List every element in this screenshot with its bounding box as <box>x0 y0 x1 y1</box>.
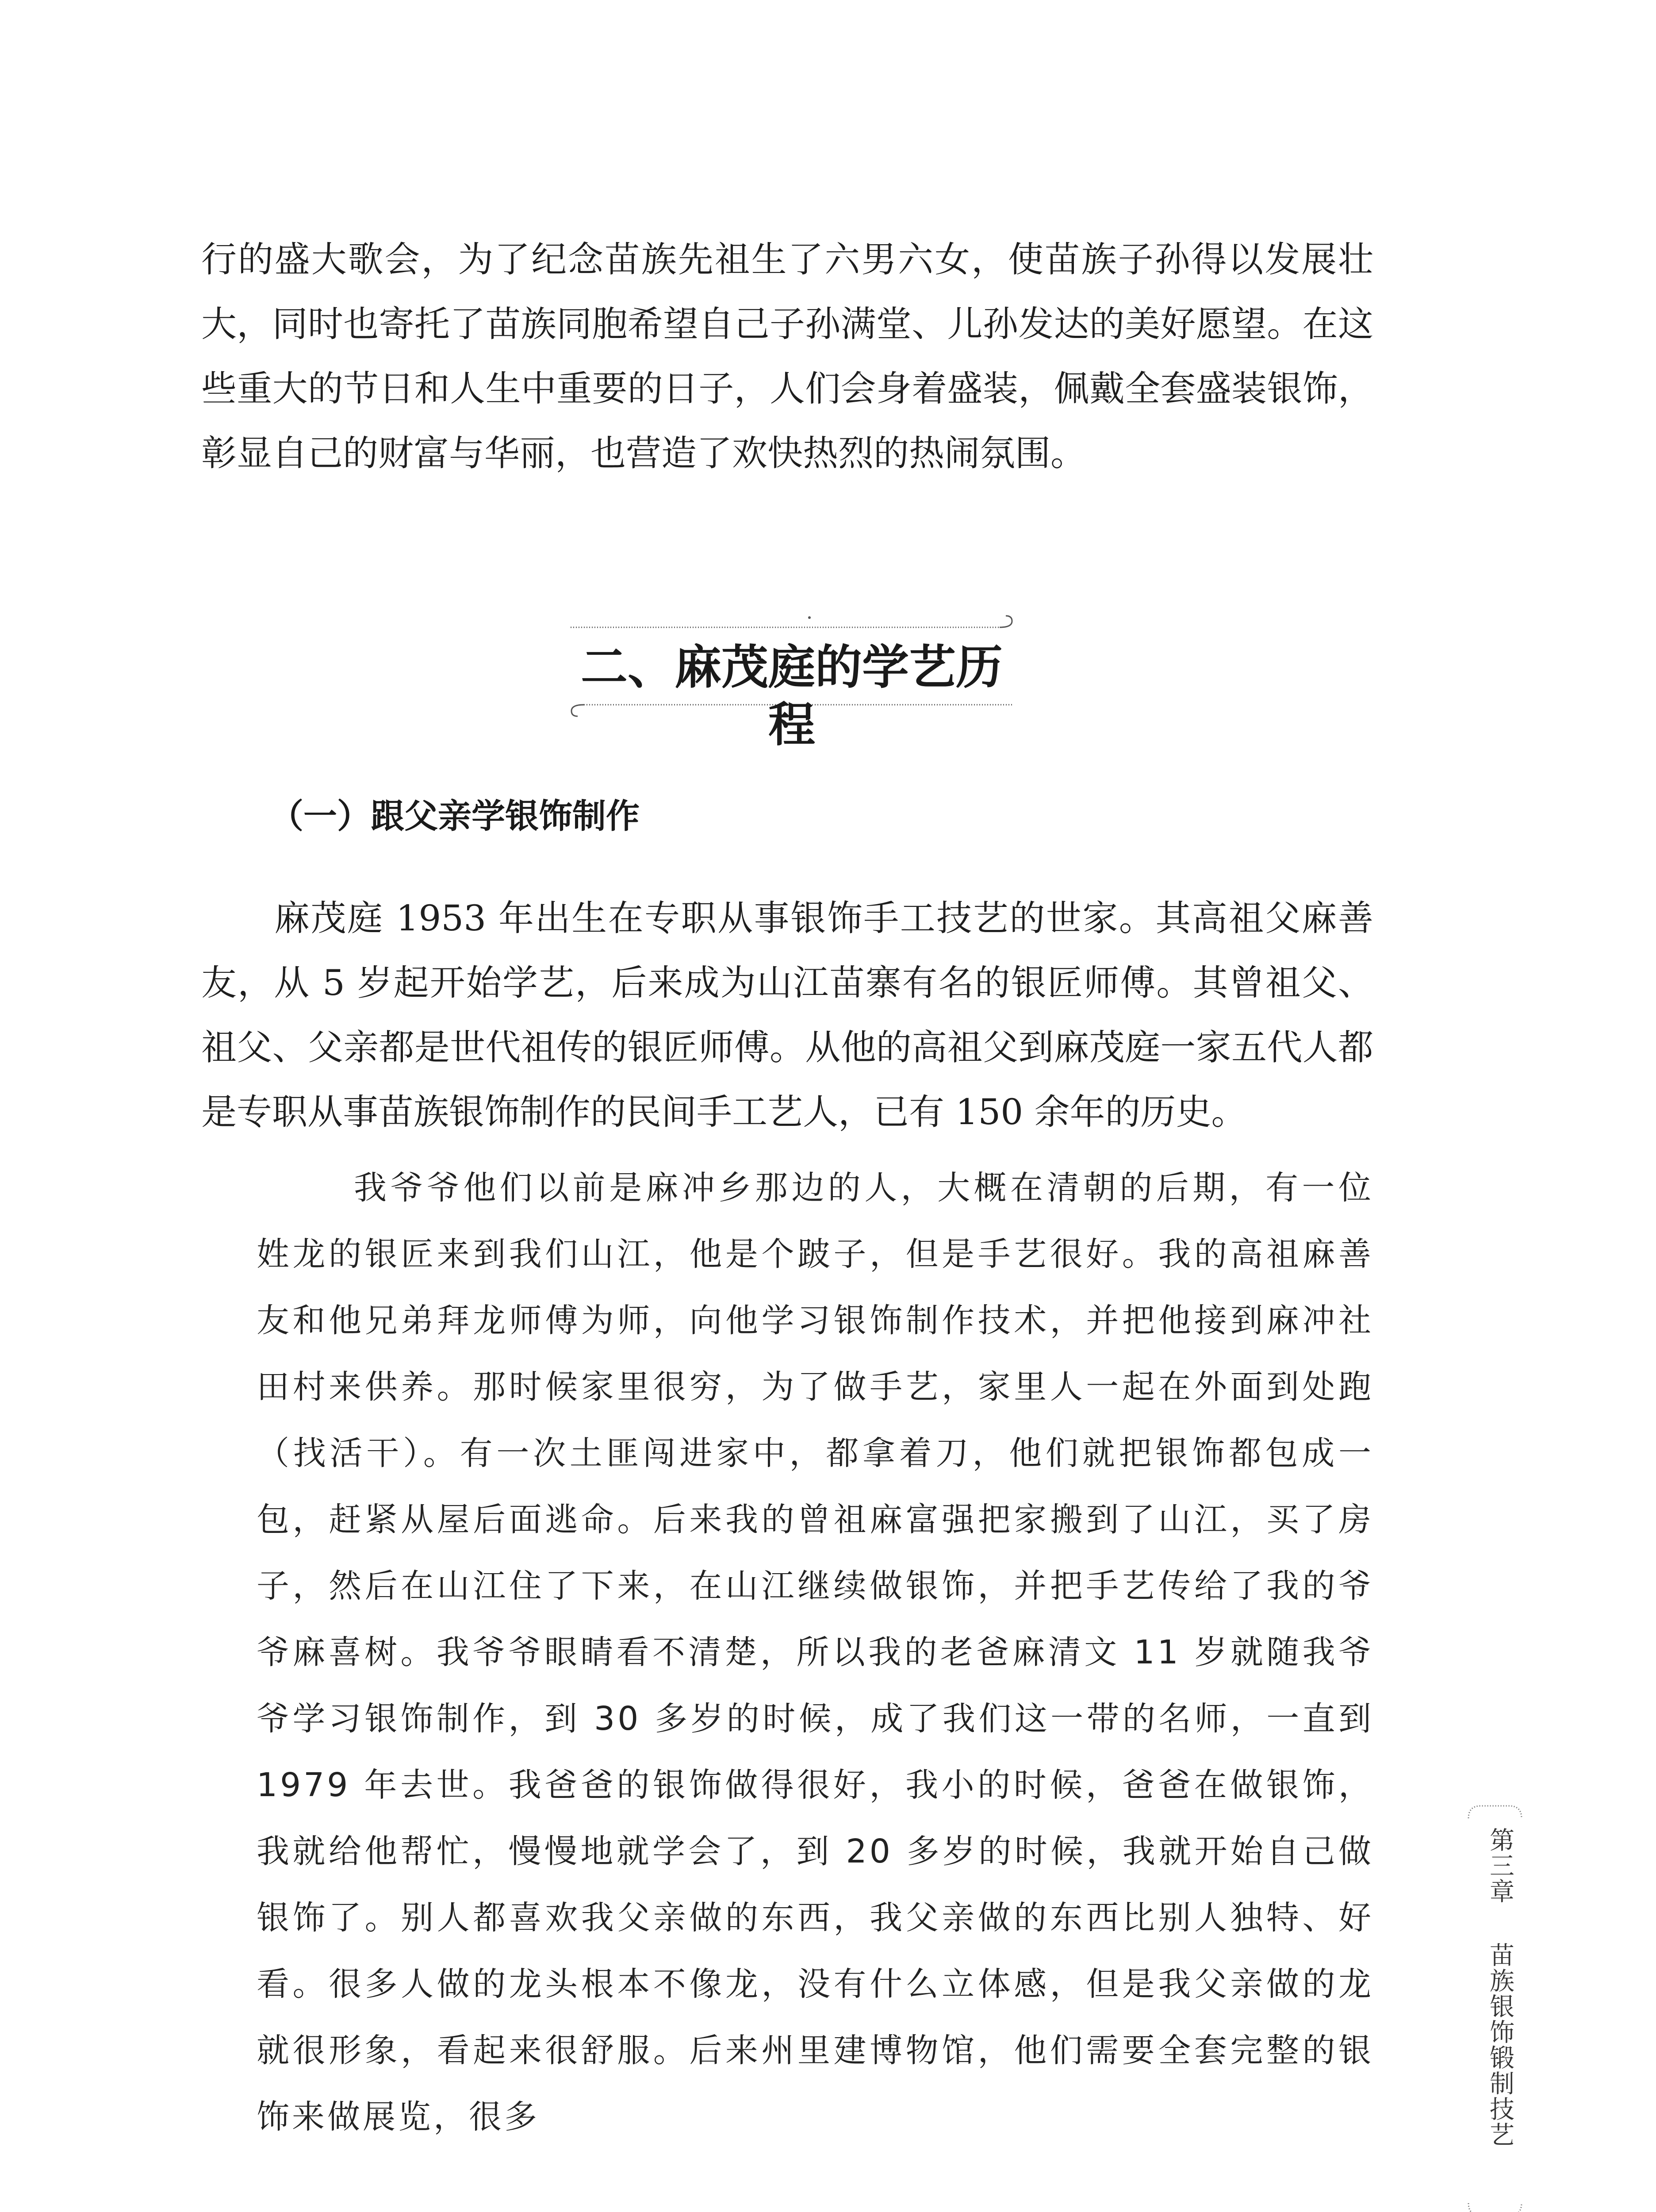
sidebar-chapter-label: 第三章 <box>1486 1827 1514 1904</box>
body-paragraph-biography: 麻茂庭 1953 年出生在专职从事银饰手工技艺的世家。其高祖父麻善友，从 5 岁起开始学艺，后来成为山江苗寨有名的银匠师傅。其曾祖父、祖父、父亲都是世代祖传的银匠师傅。从他的高祖父到麻茂庭一家五代人都是专职从事苗族银饰制作的民间手工艺人，已有 150 余年的历史。 <box>201 898 1373 1133</box>
subsection-title: （一）跟父亲学银饰制作 <box>270 796 640 836</box>
chapter-side-tab <box>1460 1801 1530 2212</box>
section-heading-frame <box>562 614 1022 752</box>
interview-quote: 我爷爷他们以前是麻冲乡那边的人，大概在清朝的后期，有一位姓龙的银匠来到我们山江，他是个跛子，但是手艺很好。我的高祖麻善友和他兄弟拜龙师傅为师，向他学习银饰制作技术，并把他接到麻冲社田村来供养。那时候家里很穷，为了做手艺，家里人一起在外面到处跑（找活干）。有一次土匪闯进家中，都拿着刀，他们就把银饰都包成一包，赶紧从屋后面逃命。后来我的曾祖麻富强把家搬到了山江，买了房子，然后在山江住了下来，在山江继续做银饰，并把手艺传给了我的爷爷麻喜树。我爷爷眼睛看不清楚，所以我的老爸麻清文 11 岁就随我爷爷学习银饰制作，到 30 多岁的时候，成了我们这一带的名师，一直到 1979 年去世。我爸爸的银饰做得很好，我小的时候，爸爸在做银饰，我就给他帮忙，慢慢地就学会了，到 20 多岁的时候，我就开始自己做银饰了。别人都喜欢我父亲做的东西，我父亲做的东西比别人独特、好看。很多人做的龙头根本不像龙，没有什么立体感，但是我父亲做的龙就很形象，看起来很舒服。后来州里建博物馆，他们需要全套完整的银饰来做展览，很多 <box>257 1169 1374 2136</box>
sidebar-chapter-title: 苗族银饰锻制技艺 <box>1486 1942 1514 2147</box>
body-paragraph-top: 行的盛大歌会，为了纪念苗族先祖生了六男六女，使苗族子孙得以发展壮大，同时也寄托了苗族同胞希望自己子孙满堂、儿孙发达的美好愿望。在这些重大的节日和人生中重要的日子，人们会身着盛装，佩戴全套盛装银饰，彰显自己的财富与华丽，也营造了欢快热烈的热闹氛围。 <box>201 239 1373 474</box>
section-title: 二、麻茂庭的学艺历程 <box>581 640 1003 752</box>
